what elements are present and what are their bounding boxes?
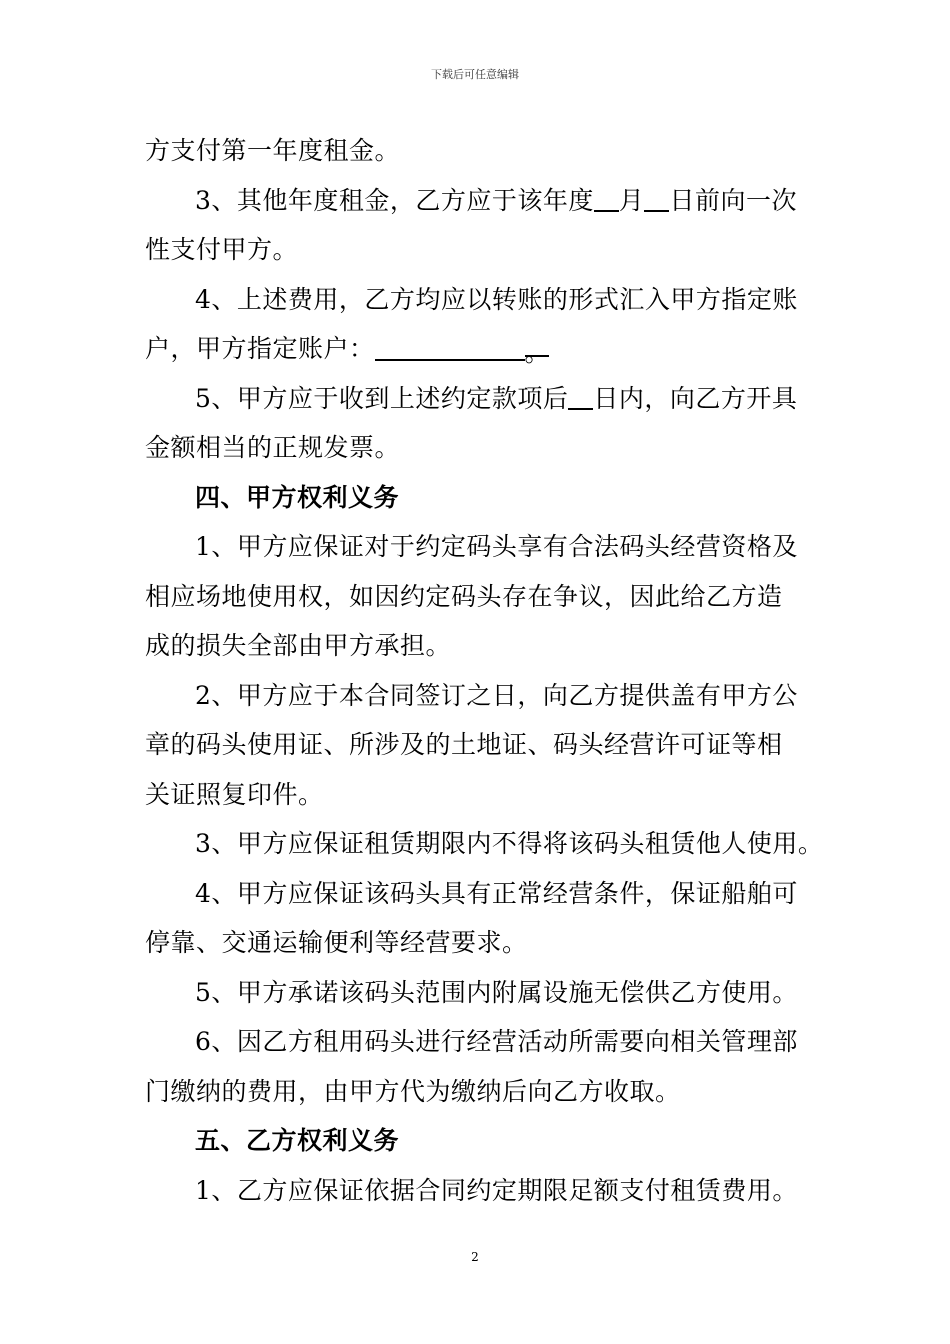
page-number: 2 <box>471 1250 479 1264</box>
paragraph-line: 关证照复印件。 <box>145 779 324 809</box>
paragraph-line: 相应场地使用权，如因约定码头存在争议，因此给乙方造 <box>145 581 783 611</box>
paragraph-line: 2、甲方应于本合同签订之日，向乙方提供盖有甲方公 <box>195 680 798 710</box>
line-text: 。 <box>525 328 549 358</box>
blank-day <box>644 183 669 213</box>
paragraph-line: 方支付第一年度租金。 <box>145 136 401 165</box>
blank-days <box>568 381 593 411</box>
line-text: 月 <box>618 185 645 215</box>
paragraph-line: 停靠、交通运输便利等经营要求。 <box>145 928 528 957</box>
paragraph-line: 5、甲方承诺该码头范围内附属设施无偿供乙方使用。 <box>195 977 798 1007</box>
paragraph-line: 门缴纳的费用，由甲方代为缴纳后向乙方收取。 <box>145 1076 681 1106</box>
paragraph-line: 3、甲方应保证租赁期限内不得将该码头租赁他人使用。 <box>195 829 824 858</box>
paragraph-line: 成的损失全部由甲方承担。 <box>145 631 452 660</box>
paragraph-line: 性支付甲方。 <box>145 235 299 264</box>
line-text: 日前向一次 <box>669 185 797 215</box>
line-text: 3、其他年度租金，乙方应于该年度 <box>195 185 594 215</box>
line-text: 户，甲方指定账户： <box>145 334 375 363</box>
paragraph-line: 6、因乙方租用码头进行经营活动所需要向相关管理部 <box>195 1027 798 1056</box>
paragraph-line <box>145 176 810 226</box>
page-header: 下载后可任意编辑 <box>431 68 519 81</box>
line-text: 日内，向乙方开具 <box>593 383 798 413</box>
blank-account <box>375 331 525 361</box>
paragraph-line: 4、上述费用，乙方均应以转账的形式汇入甲方指定账 <box>195 284 798 314</box>
line-text: 5、甲方应于收到上述约定款项后 <box>195 383 569 413</box>
paragraph-line <box>145 324 810 374</box>
section-heading: 四、甲方权利义务 <box>195 482 400 512</box>
paragraph-line: 章的码头使用证、所涉及的土地证、码头经营许可证等相 <box>145 730 783 759</box>
blank-month <box>594 183 619 213</box>
paragraph-line: 1、乙方应保证依据合同约定期限足额支付租赁费用。 <box>195 1175 798 1205</box>
section-heading: 五、乙方权利义务 <box>195 1126 400 1155</box>
paragraph-line: 金额相当的正规发票。 <box>145 433 401 462</box>
document-body <box>145 126 824 1215</box>
paragraph-line: 4、甲方应保证该码头具有正常经营条件，保证船舶可 <box>195 878 798 908</box>
paragraph-line: 1、甲方应保证对于约定码头享有合法码头经营资格及 <box>195 532 798 561</box>
paragraph-line <box>145 374 810 424</box>
